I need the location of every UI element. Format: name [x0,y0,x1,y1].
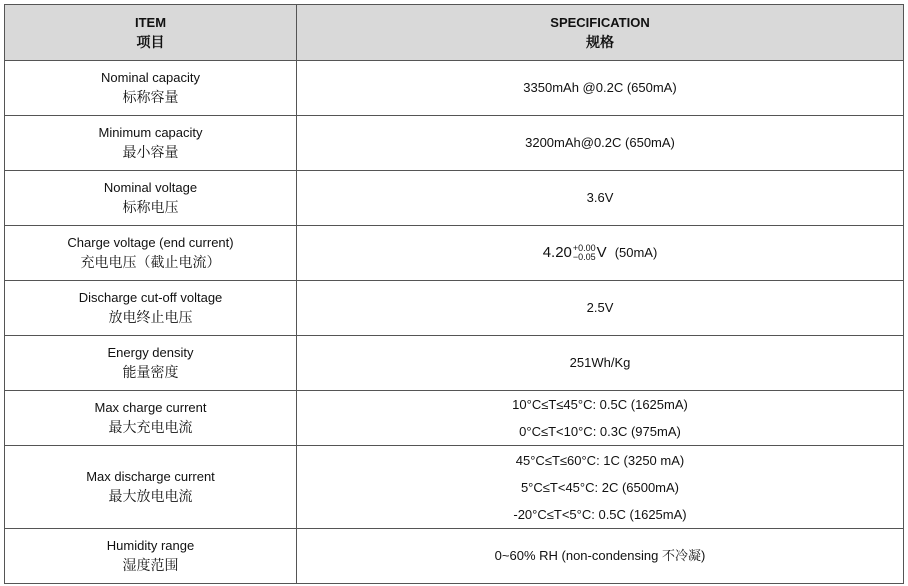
header-row [5,5,904,61]
item-name-zh: 最大放电电流 [108,489,193,505]
table-row [5,529,904,584]
item-name-en: Humidity range [106,538,195,553]
spec-value: -20°C≤T<5°C: 0.5C (1625mA) [513,506,687,522]
spec-value: 2.5V [586,300,614,315]
spec-value: 0°C≤T<10°C: 0.3C (975mA) [519,424,681,439]
specification-table [4,4,904,584]
item-header-zh: 项目 [136,34,165,51]
spec-value: 251Wh/Kg [569,355,631,370]
item-name-en: Discharge cut-off voltage [78,290,223,305]
item-header [5,5,297,61]
item-name-en: Nominal capacity [101,70,200,85]
item-name-en: Max discharge current [86,469,215,484]
spec-value: 3350mAh @0.2C (650mA) [523,80,677,95]
item-cell [5,529,297,584]
item-name-en: Energy density [107,345,194,360]
spec-value: 45°C≤T≤60°C: 1C (3250 mA) [515,452,685,468]
item-name-en: Nominal voltage [103,180,198,195]
item-cell [5,281,297,336]
item-cell [5,446,297,529]
spec-value: 5°C≤T<45°C: 2C (6500mA) [520,479,680,495]
spec-cell [297,171,904,226]
item-name-en: Max charge current [94,400,207,415]
voltage-unit: V [596,244,607,261]
item-name-zh: 最大充电电流 [108,420,193,436]
end-current: (50mA) [614,245,658,260]
item-name-zh: 放电终止电压 [108,310,193,326]
spec-header [297,5,904,61]
item-cell [5,61,297,116]
spec-value: 0~60% RH (non-condensing 不冷凝) [494,548,706,563]
table-row [5,391,904,446]
item-name-zh: 湿度范围 [122,558,179,574]
table-row [5,281,904,336]
spec-cell [297,61,904,116]
voltage-tolerance [573,244,596,262]
table-row [5,61,904,116]
spec-cell [297,226,904,281]
spec-header-en: SPECIFICATION [550,14,650,30]
spec-value: 10°C≤T≤45°C: 0.5C (1625mA) [512,397,688,412]
spec-header-zh: 规格 [586,34,614,51]
spec-cell [297,529,904,584]
spec-cell [297,281,904,336]
spec-value: 3.6V [586,190,614,205]
item-name-zh: 标称容量 [122,90,179,106]
table-row [5,171,904,226]
tolerance-minus: −0.05 [572,251,596,262]
item-name-en: Minimum capacity [98,125,203,140]
charge-voltage-value: 4.20 [542,244,572,261]
table-row [5,116,904,171]
item-name-zh: 能量密度 [122,365,179,381]
table-row [5,336,904,391]
item-cell [5,391,297,446]
item-cell [5,226,297,281]
item-header-en: ITEM [134,14,167,30]
item-cell [5,336,297,391]
item-name-zh: 标称电压 [122,200,179,216]
tolerance-plus: +0.00 [572,242,596,253]
item-cell [5,171,297,226]
item-name-zh: 充电电压（截止电流） [80,255,221,271]
item-cell [5,116,297,171]
item-name-zh: 最小容量 [122,145,179,161]
table-row [5,226,904,281]
spec-cell [297,116,904,171]
table-row [5,446,904,529]
spec-cell [297,446,904,529]
spec-cell [297,391,904,446]
spec-value: 3200mAh@0.2C (650mA) [525,135,675,150]
item-name-en: Charge voltage (end current) [67,235,234,250]
spec-cell [297,336,904,391]
